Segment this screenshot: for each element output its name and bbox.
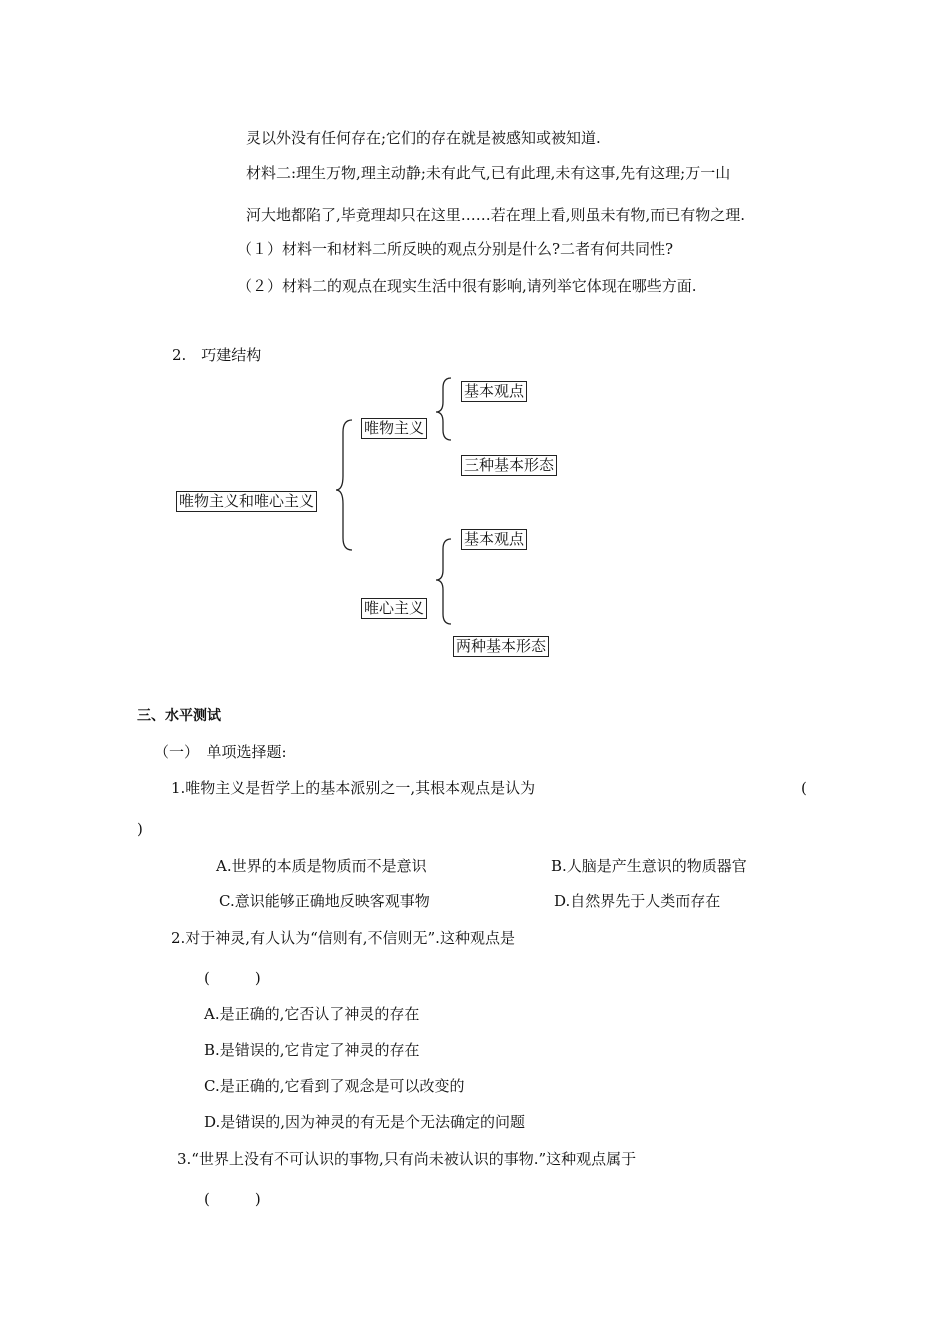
idealism-node: 唯心主义 xyxy=(361,598,427,619)
structure-heading: 2. 巧建结构 xyxy=(172,346,262,364)
q1-stem: 1.唯物主义是哲学上的基本派别之一,其根本观点是认为 xyxy=(171,779,536,797)
materialism-node: 唯物主义 xyxy=(361,418,427,439)
q3-paren: ( ) xyxy=(204,1190,261,1208)
q1-option-b: B.人脑是产生意识的物质器官 xyxy=(551,857,747,875)
material2-line2: 河大地都陷了,毕竟理却只在这里……若在理上看,则虽未有物,而已有物之理. xyxy=(246,206,746,224)
q2-option-c: C.是正确的,它看到了观念是可以改变的 xyxy=(204,1077,465,1095)
subsection-title: （一） 单项选择题: xyxy=(154,743,287,761)
section-title: 三、水平测试 xyxy=(137,708,221,724)
material1-tail: 灵以外没有任何存在;它们的存在就是被感知或被知道. xyxy=(246,129,601,147)
q2-option-b: B.是错误的,它肯定了神灵的存在 xyxy=(204,1041,420,1059)
q1-option-a: A.世界的本质是物质而不是意识 xyxy=(216,857,427,875)
material2-line1: 材料二:理生万物,理主动静;未有此气,已有此理,未有这事,先有这理;万一山 xyxy=(246,164,731,182)
q1-option-c: C.意识能够正确地反映客观事物 xyxy=(219,892,430,910)
idealism-forms-node: 两种基本形态 xyxy=(453,636,549,657)
idealism-view-node: 基本观点 xyxy=(461,529,527,550)
question-2: （２）材料二的观点在现实生活中很有影响,请列举它体现在哪些方面. xyxy=(237,277,697,295)
root-node: 唯物主义和唯心主义 xyxy=(176,491,317,512)
q2-paren: ( ) xyxy=(204,969,261,987)
q2-option-a: A.是正确的,它否认了神灵的存在 xyxy=(204,1005,420,1023)
materialism-view-node: 基本观点 xyxy=(461,381,527,402)
q1-paren-open: ( xyxy=(801,779,807,797)
q2-stem: 2.对于神灵,有人认为“信则有,不信则无”.这种观点是 xyxy=(171,929,515,947)
question-1: （１）材料一和材料二所反映的观点分别是什么?二者有何共同性? xyxy=(237,240,674,258)
q3-stem: 3.“世界上没有不可认识的事物,只有尚未被认识的事物.”这种观点属于 xyxy=(177,1150,637,1168)
q1-paren-close: ) xyxy=(137,820,143,838)
materialism-forms-node: 三种基本形态 xyxy=(461,455,557,476)
q2-option-d: D.是错误的,因为神灵的有无是个无法确定的问题 xyxy=(204,1113,526,1131)
q1-option-d: D.自然界先于人类而存在 xyxy=(554,892,721,910)
